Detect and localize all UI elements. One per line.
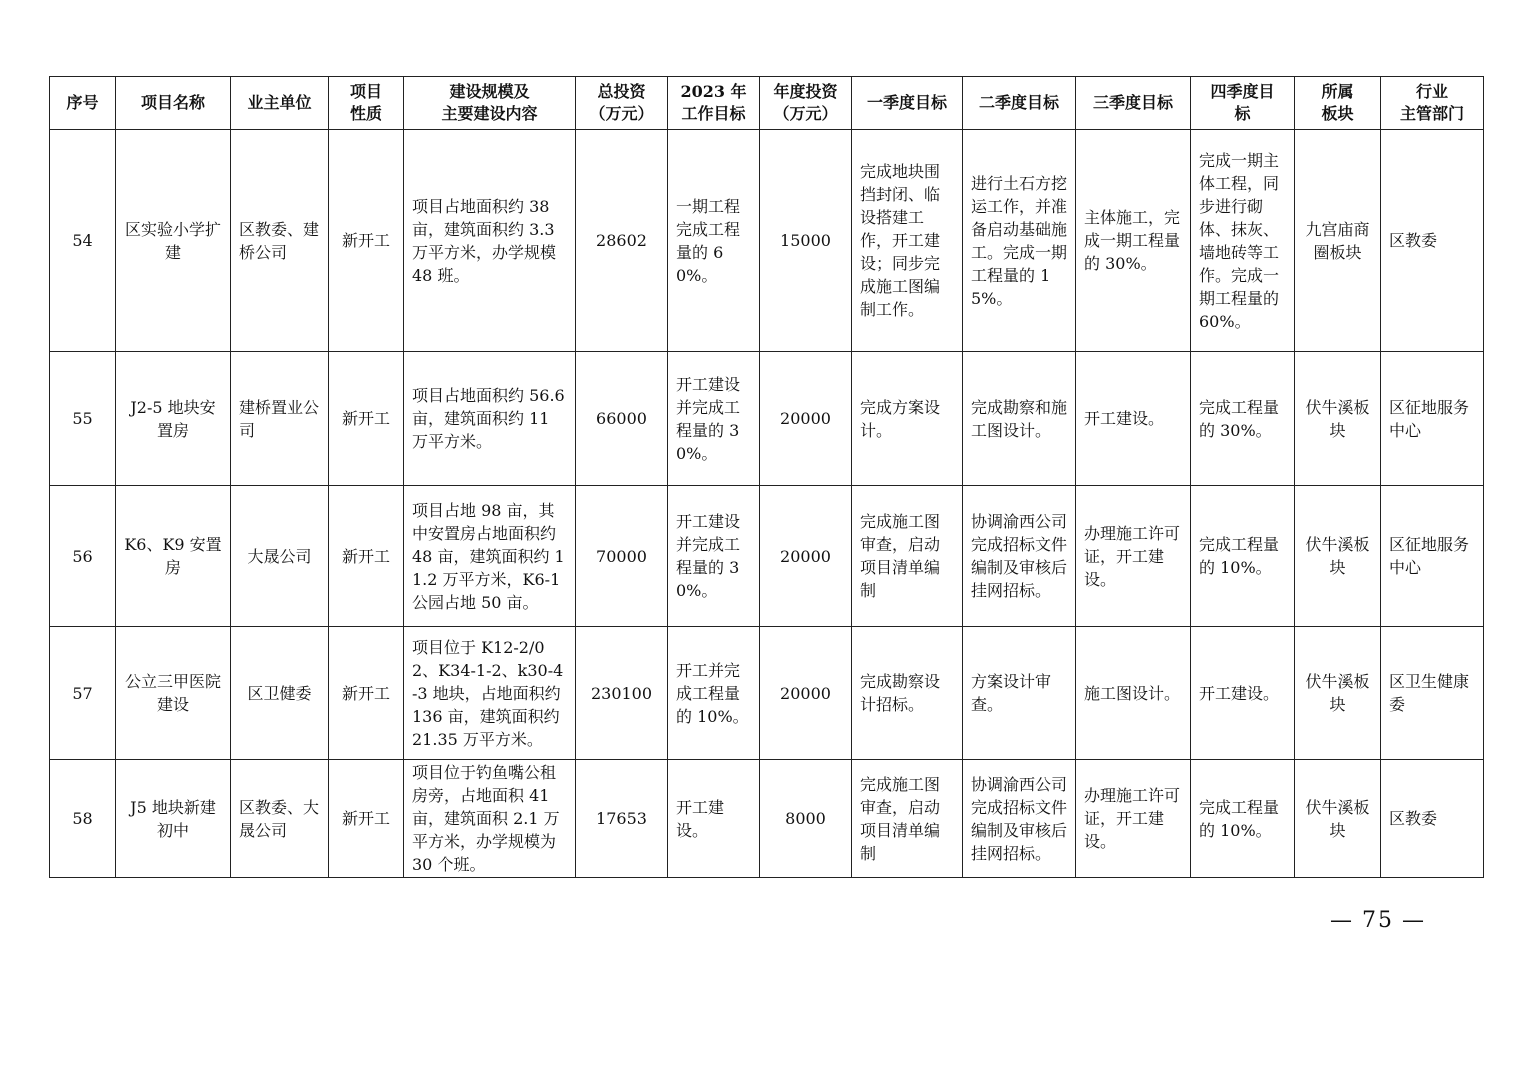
cell-nature: 新开工 [329,352,404,486]
header-q1: 一季度目标 [852,77,963,130]
cell-q3: 主体施工，完成一期工程量的 30%。 [1076,130,1191,352]
header-project-name: 项目名称 [116,77,231,130]
cell-total-investment: 28602 [576,130,668,352]
cell-sector: 伏牛溪板块 [1295,352,1381,486]
cell-project-name: K6、K9 安置房 [116,486,231,627]
header-q3: 三季度目标 [1076,77,1191,130]
cell-nature: 新开工 [329,760,404,878]
cell-q3: 开工建设。 [1076,352,1191,486]
cell-2023-goal: 开工建设。 [668,760,760,878]
cell-q3: 办理施工许可证，开工建设。 [1076,760,1191,878]
header-sector: 所属 板块 [1295,77,1381,130]
cell-no: 58 [50,760,116,878]
cell-q4: 完成工程量的 10%。 [1191,760,1295,878]
cell-q2: 协调渝西公司完成招标文件编制及审核后挂网招标。 [963,760,1076,878]
cell-q4: 完成一期主体工程，同步进行砌体、抹灰、墙地砖等工作。完成一期工程量的 60%。 [1191,130,1295,352]
header-no: 序号 [50,77,116,130]
cell-project-name: 公立三甲医院建设 [116,627,231,760]
cell-owner: 大晟公司 [231,486,329,627]
cell-annual-investment: 20000 [760,486,852,627]
project-table [49,76,1484,878]
cell-2023-goal: 开工并完成工程量的 10%。 [668,627,760,760]
cell-q1: 完成勘察设计招标。 [852,627,963,760]
header-nature: 项目 性质 [329,77,404,130]
header-q4: 四季度目 标 [1191,77,1295,130]
cell-scale: 项目占地面积约 56.6 亩，建筑面积约 11 万平方米。 [404,352,576,486]
cell-no: 56 [50,486,116,627]
cell-department: 区征地服务中心 [1381,486,1484,627]
cell-scale: 项目占地 98 亩，其中安置房占地面积约 48 亩，建筑面积约 11.2 万平方米，K6-1 公园占地 50 亩。 [404,486,576,627]
page-number-value: 75 [1362,908,1394,933]
cell-2023-goal: 一期工程完成工程量的 60%。 [668,130,760,352]
cell-scale: 项目占地面积约 38 亩，建筑面积约 3.3 万平方米，办学规模 48 班。 [404,130,576,352]
cell-owner: 区教委、大晟公司 [231,760,329,878]
header-scale: 建设规模及 主要建设内容 [404,77,576,130]
cell-scale: 项目位于 K12-2/02、K34-1-2、k30-4-3 地块，占地面积约 136 亩，建筑面积约 21.35 万平方米。 [404,627,576,760]
cell-owner: 建桥置业公司 [231,352,329,486]
cell-project-name: J5 地块新建初中 [116,760,231,878]
cell-owner: 区教委、建桥公司 [231,130,329,352]
cell-nature: 新开工 [329,486,404,627]
cell-department: 区卫生健康委 [1381,627,1484,760]
cell-owner: 区卫健委 [231,627,329,760]
header-2023-goal: 2023 年 工作目标 [668,77,760,130]
cell-q3: 办理施工许可证，开工建设。 [1076,486,1191,627]
cell-q4: 完成工程量的 10%。 [1191,486,1295,627]
cell-department: 区教委 [1381,760,1484,878]
cell-department: 区教委 [1381,130,1484,352]
cell-project-name: J2-5 地块安置房 [116,352,231,486]
cell-total-investment: 66000 [576,352,668,486]
table-row [50,130,1484,352]
page-number [1322,908,1434,933]
cell-q1: 完成施工图审查，启动项目清单编制 [852,486,963,627]
cell-total-investment: 17653 [576,760,668,878]
cell-q2: 方案设计审查。 [963,627,1076,760]
cell-sector: 伏牛溪板块 [1295,760,1381,878]
cell-q1: 完成地块围挡封闭、临设搭建工作，开工建设；同步完成施工图编制工作。 [852,130,963,352]
project-table-container [49,76,1483,878]
cell-q3: 施工图设计。 [1076,627,1191,760]
header-total-investment: 总投资 （万元） [576,77,668,130]
header-department: 行业 主管部门 [1381,77,1484,130]
cell-sector: 九宫庙商圈板块 [1295,130,1381,352]
cell-annual-investment: 20000 [760,627,852,760]
cell-no: 57 [50,627,116,760]
table-row [50,486,1484,627]
header-annual-investment: 年度投资 （万元） [760,77,852,130]
page-number-dash-left: — [1330,908,1354,933]
table-header-row [50,77,1484,130]
cell-q4: 开工建设。 [1191,627,1295,760]
cell-total-investment: 70000 [576,486,668,627]
page-number-dash-right: — [1402,908,1426,933]
cell-nature: 新开工 [329,627,404,760]
cell-q4: 完成工程量的 30%。 [1191,352,1295,486]
cell-nature: 新开工 [329,130,404,352]
table-row [50,627,1484,760]
cell-q1: 完成方案设计。 [852,352,963,486]
cell-sector: 伏牛溪板块 [1295,486,1381,627]
table-row [50,760,1484,878]
cell-sector: 伏牛溪板块 [1295,627,1381,760]
header-owner: 业主单位 [231,77,329,130]
cell-department: 区征地服务中心 [1381,352,1484,486]
cell-q2: 完成勘察和施工图设计。 [963,352,1076,486]
cell-project-name: 区实验小学扩建 [116,130,231,352]
cell-2023-goal: 开工建设并完成工程量的 30%。 [668,486,760,627]
cell-scale: 项目位于钓鱼嘴公租房旁，占地面积 41 亩，建筑面积 2.1 万平方米，办学规模为 30 个班。 [404,760,576,878]
header-q2: 二季度目标 [963,77,1076,130]
cell-q2: 进行土石方挖运工作，并准备启动基础施工。完成一期工程量的 15%。 [963,130,1076,352]
cell-no: 55 [50,352,116,486]
cell-annual-investment: 8000 [760,760,852,878]
cell-q1: 完成施工图审查，启动项目清单编制 [852,760,963,878]
cell-2023-goal: 开工建设并完成工程量的 30%。 [668,352,760,486]
cell-no: 54 [50,130,116,352]
table-row [50,352,1484,486]
cell-annual-investment: 15000 [760,130,852,352]
cell-total-investment: 230100 [576,627,668,760]
cell-annual-investment: 20000 [760,352,852,486]
cell-q2: 协调渝西公司完成招标文件编制及审核后挂网招标。 [963,486,1076,627]
